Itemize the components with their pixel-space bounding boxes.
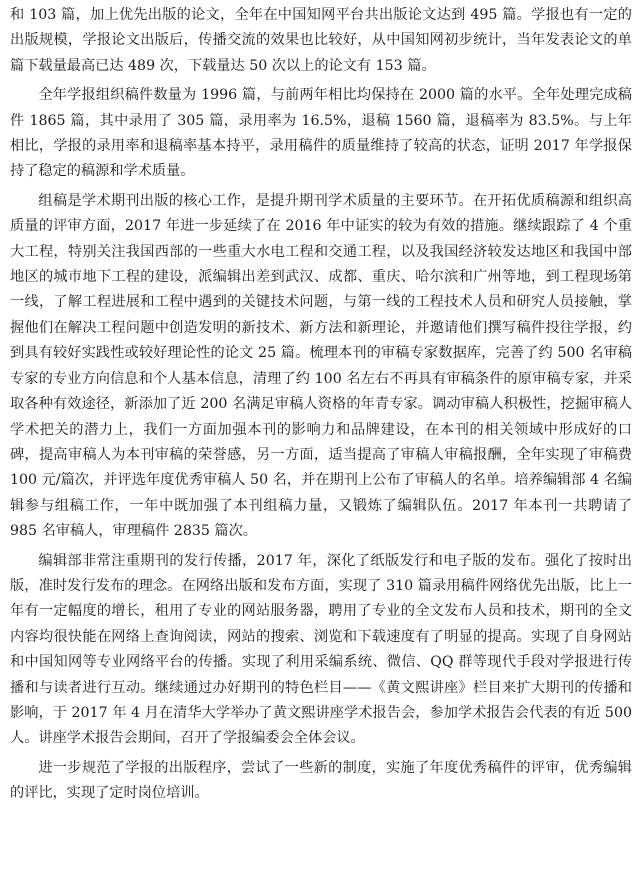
paragraph-process-standardization: 进一步规范了学报的出版程序，尝试了一些新的制度，实施了年度优秀稿件的评审，优秀编辑的评比，实现了定时岗位培训。 — [10, 759, 632, 802]
document-page — [10, 3, 632, 807]
paragraph-solicitation-review: 组稿是学术期刊出版的核心工作，是提升期刊学术质量的主要环节。在开拓优质稿源和组织高质量的评审方面，2017 年进一步延续了在 2016 年中证实的较为有效的措施。继续跟踪了 4 个重大工程，特别关注我国西部的一些重大水电工程和交通工程，以及我国经济较发达地区和我国中部地区的城市地下工程的建设，派编辑出差到武汉、成都、重庆、哈尔滨和广州等地，到工程现场第一线，了解工程进展和工程中遇到的关键技术问题，与第一线的工程技术人员和研究人员接触，掌握他们在解决工程问题中创造发明的新技术、新方法和新理论，并邀请他们撰写稿件投往学报，约到具有较好实践性或较好理论性的论文 25 篇。梳理本刊的审稿专家数据库，完善了约 500 名审稿专家的专业方向信息和个人基本信息，清理了约 100 名左右不再具有审稿条件的原审稿专家，并采取各种有效途径，新添加了近 200 名满足审稿人资格的年青专家。调动审稿人积极性，挖掘审稿人学术把关的潜力上，我们一方面加强本刊的影响力和品牌建设，在本刊的相关领域中形成好的口碑，提高审稿人为本刊审稿的荣誉感，另一方面，适当提高了审稿人审稿报酬，全年实现了审稿费 100 元/篇次，并评选年度优秀审稿人 50 名，并在期刊上公布了审稿人的名单。培养编辑部 4 名编辑参与组稿工作，一年中既加强了本刊组稿力量，又锻炼了编辑队伍。2017 年本刊一共聘请了 985 名审稿人，审理稿件 2835 篇次。 — [10, 192, 632, 540]
paragraph-manuscript-stats: 全年学报组织稿件数量为 1996 篇，与前两年相比均保持在 2000 篇的水平。全年处理完成稿件 1865 篇，其中录用了 305 篇，录用率为 16.5%，退稿 1560 篇，退稿率为 83.5%。与上年相比，学报的录用率和退稿率基本持平，录用稿件的质量维持了较高的状态，证明 2017 年学报保持了稳定的稿源和学术质量。 — [10, 87, 632, 180]
paragraph-distribution: 编辑部非常注重期刊的发行传播，2017 年，深化了纸版发行和电子版的发布。强化了按时出版，准时发行发布的理念。在网络出版和发布方面，实现了 310 篇录用稿件网络优先出版，比上一年有一定幅度的增长，租用了专业的网站服务器，聘用了专业的全文发布人员和技术，期刊的全文内容均很快能在网络上查询阅读，网站的搜索、浏览和下载速度有了明显的提高。实现了自身网站和中国知网等专业网络平台的传播。实现了利用采编系统、微信、QQ 群等现代手段对学报进行传播和与读者进行互动。继续通过办好期刊的特色栏目——《黄文熙讲座》栏目来扩大期刊的传播和影响，于 2017 年 4 月在清华大学举办了黄文熙讲座学术报告会，参加学术报告会代表的有近 500 人。讲座学术报告会期间，召开了学报编委会全体会议。 — [10, 552, 632, 747]
paragraph-publication-stats: 和 103 篇，加上优先出版的论文，全年在中国知网平台共出版论文达到 495 篇。学报也有一定的出版规模，学报论文出版后，传播交流的效果也比较好，从中国知网初步统计，当年发表论文的单篇下载量最高已达 489 次，下载量达 50 次以上的论文有 153 篇。 — [10, 7, 632, 74]
